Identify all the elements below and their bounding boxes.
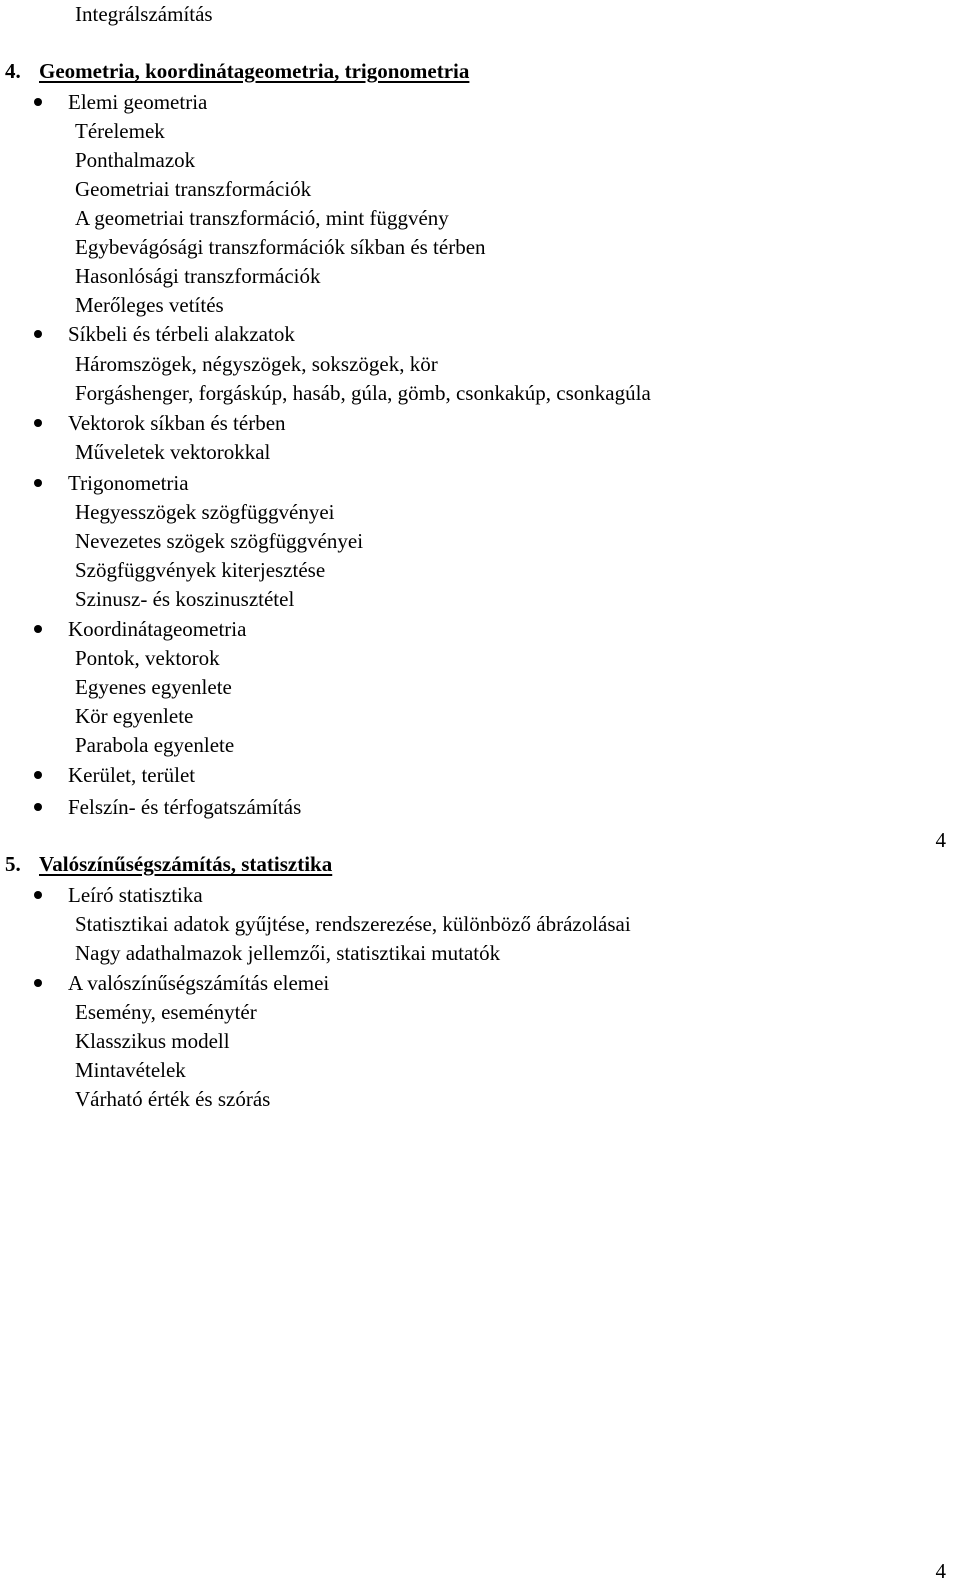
subtopic: Kör egyenlete: [75, 704, 194, 728]
topic-leiro-statisztika: Leíró statisztika: [68, 883, 203, 907]
bullet-icon: [34, 479, 42, 487]
running-header: Integrálszámítás: [75, 2, 213, 26]
subtopic: Egyenes egyenlete: [75, 675, 232, 699]
subtopic: Egybevágósági transzformációk síkban és térben: [75, 235, 486, 259]
topic-elemi-geometria: Elemi geometria: [68, 90, 208, 114]
subtopic: Térelemek: [75, 119, 165, 143]
section-5-number: 5.: [5, 852, 21, 876]
subtopic: Esemény, eseménytér: [75, 1000, 257, 1024]
bullet-icon: [34, 979, 42, 987]
bullet-icon: [34, 98, 42, 106]
bullet-icon: [34, 419, 42, 427]
page-number-right: 4: [935, 828, 946, 852]
subtopic: Várható érték és szórás: [75, 1087, 271, 1111]
subtopic: Geometriai transzformációk: [75, 177, 312, 201]
subtopic: Szögfüggvények kiterjesztése: [75, 558, 326, 582]
subtopic: Nevezetes szögek szögfüggvényei: [75, 529, 364, 553]
subtopic: Hegyesszögek szögfüggvényei: [75, 500, 335, 524]
topic-sikbeli-terbeli-alakzatok: Síkbeli és térbeli alakzatok: [68, 322, 295, 346]
subtopic: Mintavételek: [75, 1058, 186, 1082]
subtopic: Nagy adathalmazok jellemzői, statisztikai mutatók: [75, 941, 501, 965]
subtopic: Háromszögek, négyszögek, sokszögek, kör: [75, 352, 438, 376]
bullet-icon: [34, 625, 42, 633]
bullet-icon: [34, 330, 42, 338]
topic-felszin-terfogat: Felszín- és térfogatszámítás: [68, 795, 302, 819]
subtopic: Pontok, vektorok: [75, 646, 220, 670]
bullet-icon: [34, 771, 42, 779]
section-4-number: 4.: [5, 59, 21, 83]
topic-koordinatageometria: Koordinátageometria: [68, 617, 247, 641]
subtopic: Klasszikus modell: [75, 1029, 230, 1053]
subtopic: Szinusz- és koszinusztétel: [75, 587, 295, 611]
subtopic: Statisztikai adatok gyűjtése, rendszerezése, különböző ábrázolásai: [75, 912, 631, 936]
section-5-title: Valószínűségszámítás, statisztika: [39, 852, 333, 876]
page-number-bottom: 4: [935, 1559, 946, 1583]
section-4-title: Geometria, koordinátageometria, trigonometria: [39, 59, 470, 83]
subtopic: Hasonlósági transzformációk: [75, 264, 321, 288]
subtopic: Forgáshenger, forgáskúp, hasáb, gúla, gömb, csonkakúp, csonkagúla: [75, 381, 651, 405]
subtopic: Műveletek vektorokkal: [75, 440, 271, 464]
bullet-icon: [34, 891, 42, 899]
subtopic: Ponthalmazok: [75, 148, 196, 172]
subtopic: A geometriai transzformáció, mint függvény: [75, 206, 449, 230]
subtopic: Merőleges vetítés: [75, 293, 224, 317]
topic-trigonometria: Trigonometria: [68, 471, 189, 495]
topic-valoszinusegszamitas-elemei: A valószínűségszámítás elemei: [68, 971, 330, 995]
topic-kerulet-terulet: Kerület, terület: [68, 763, 196, 787]
bullet-icon: [34, 803, 42, 811]
subtopic: Parabola egyenlete: [75, 733, 235, 757]
topic-vektorok: Vektorok síkban és térben: [68, 411, 286, 435]
